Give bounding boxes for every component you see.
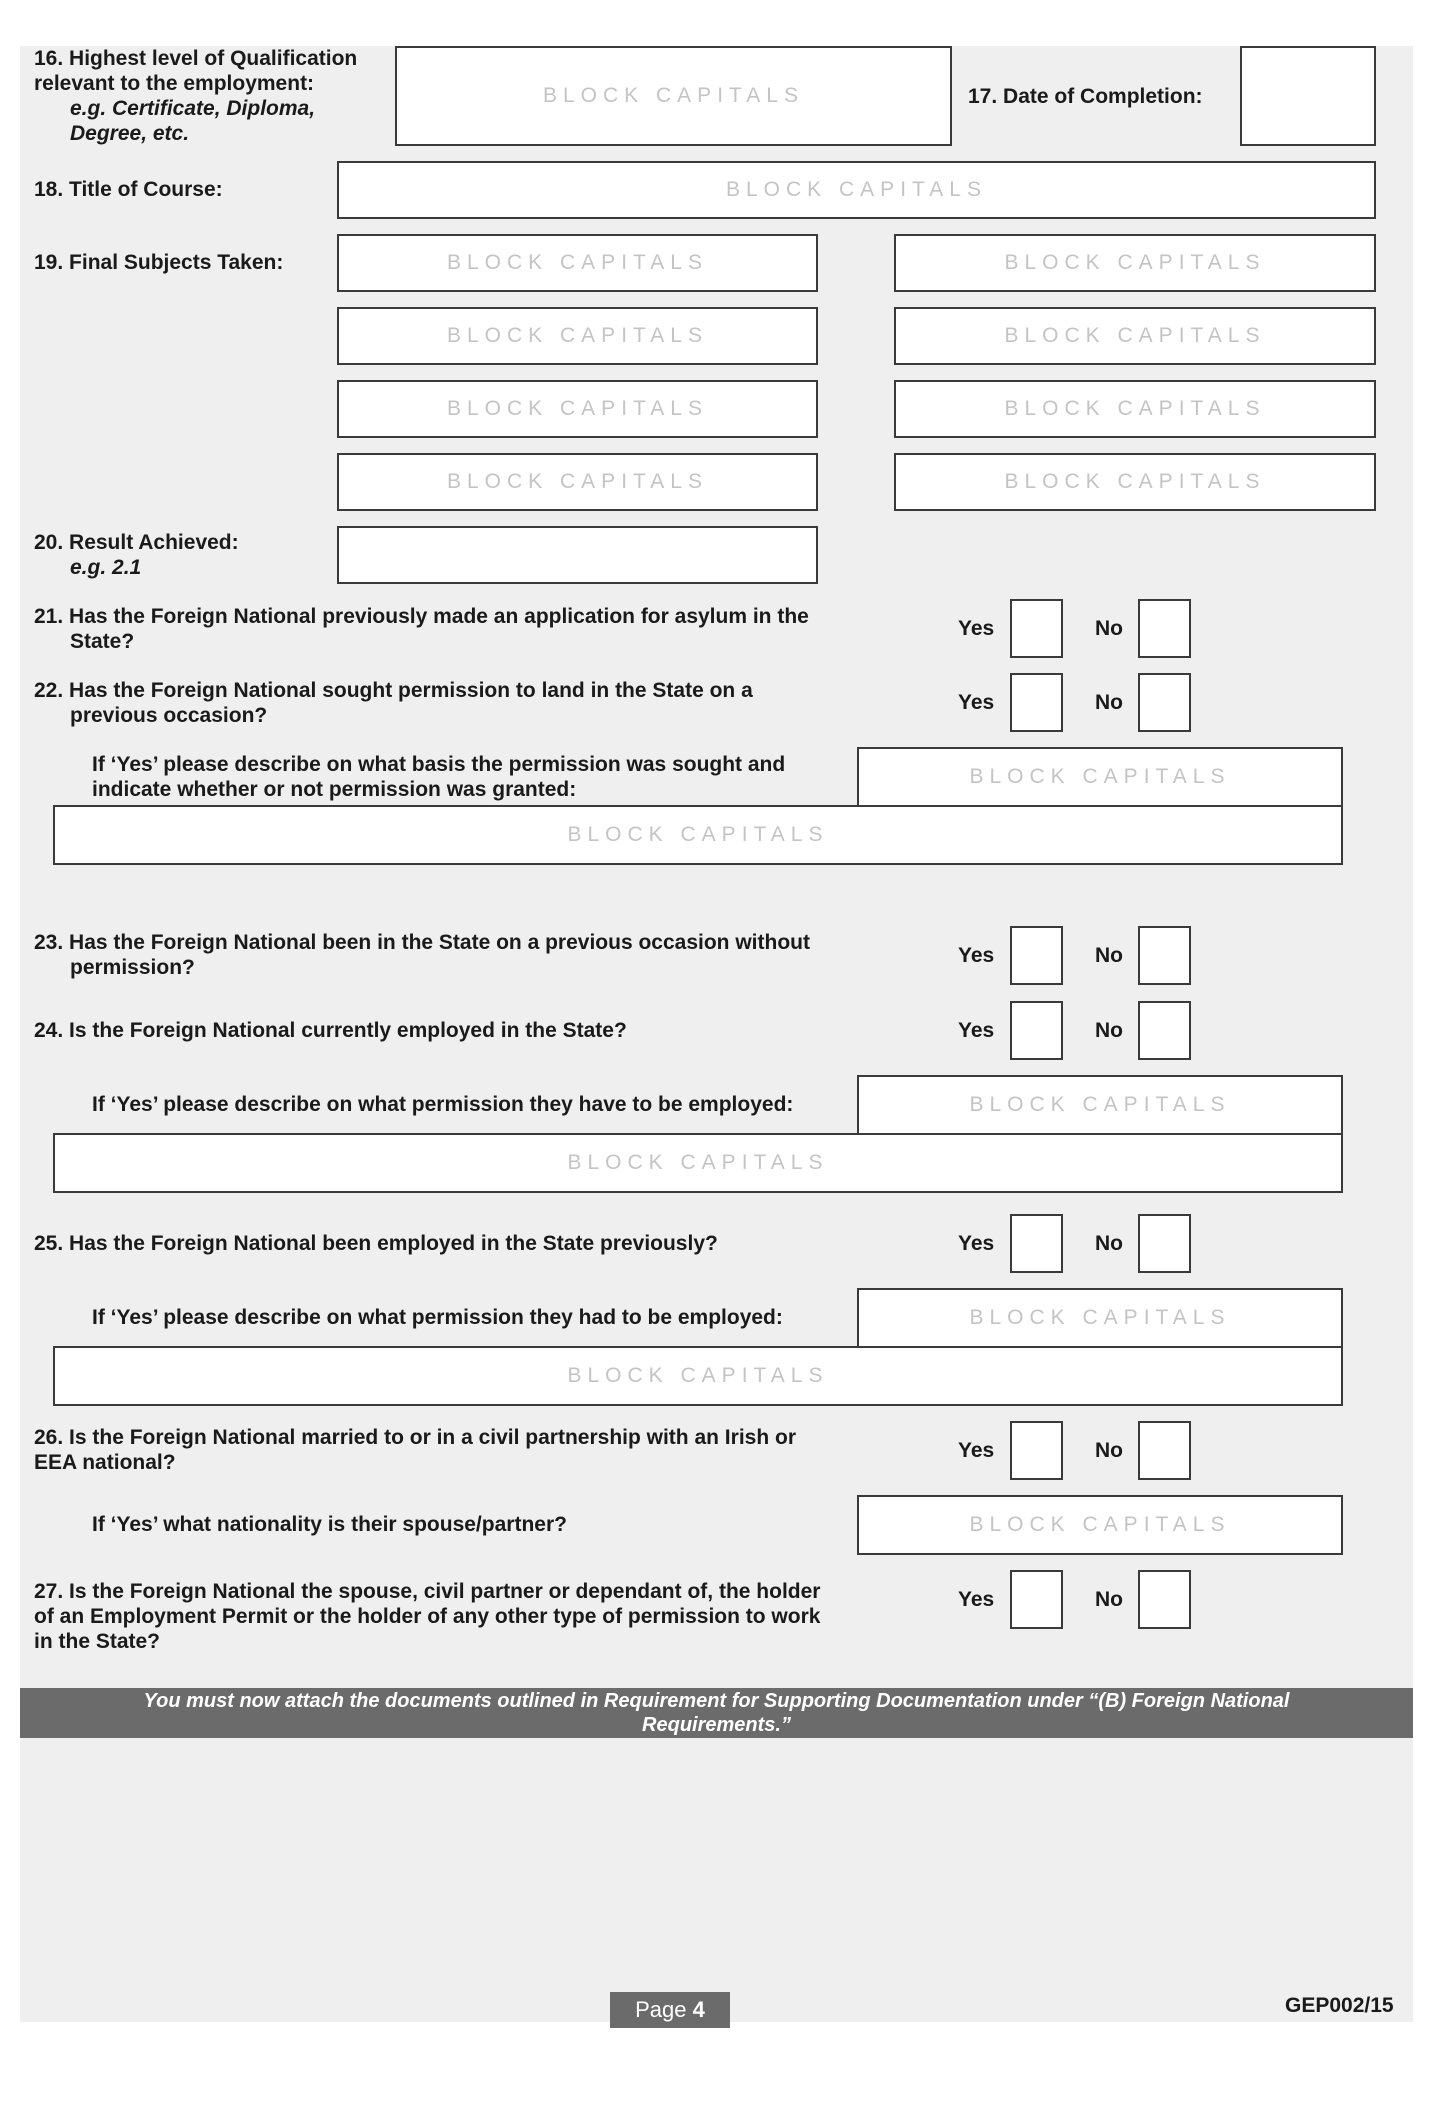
q26-no-label: No — [1095, 1439, 1123, 1462]
q22-yes-checkbox[interactable] — [1010, 673, 1063, 732]
q26-label-line2: EEA national? — [34, 1451, 176, 1474]
q25-yes-label: Yes — [958, 1232, 995, 1255]
q21-yes-checkbox[interactable] — [1010, 599, 1063, 658]
q27-no-label: No — [1095, 1588, 1123, 1611]
page-label: Page — [635, 1997, 687, 2022]
q24-no-checkbox[interactable] — [1138, 1001, 1191, 1060]
subject-input-5[interactable]: BLOCK CAPITALS — [337, 380, 818, 438]
q27-label-line3: in the State? — [34, 1630, 161, 1653]
result-achieved-input[interactable] — [337, 526, 818, 584]
q27-yes-checkbox[interactable] — [1010, 1570, 1063, 1629]
q23-yes-label: Yes — [958, 944, 995, 967]
q16-example-line2: Degree, etc. — [70, 122, 190, 145]
subject-input-3[interactable]: BLOCK CAPITALS — [337, 307, 818, 365]
q21-no-checkbox[interactable] — [1138, 599, 1191, 658]
q21-yes-label: Yes — [958, 617, 995, 640]
attach-documents-banner — [20, 1688, 1413, 1738]
subject-input-4[interactable]: BLOCK CAPITALS — [894, 307, 1376, 365]
q26-yes-checkbox[interactable] — [1010, 1421, 1063, 1480]
q24-yes-label: Yes — [958, 1019, 995, 1042]
q26-yes-label: Yes — [958, 1439, 995, 1462]
q27-label-line1: 27. Is the Foreign National the spouse, civil partner or dependant of, the holder — [34, 1580, 821, 1603]
q25-no-label: No — [1095, 1232, 1123, 1255]
q22-basis-input-line2[interactable]: BLOCK CAPITALS — [53, 805, 1343, 865]
subject-input-7[interactable]: BLOCK CAPITALS — [337, 453, 818, 511]
q23-no-checkbox[interactable] — [1138, 926, 1191, 985]
subject-input-2[interactable]: BLOCK CAPITALS — [894, 234, 1376, 292]
subject-input-8[interactable]: BLOCK CAPITALS — [894, 453, 1376, 511]
q26-followup: If ‘Yes’ what nationality is their spouse/partner? — [92, 1513, 567, 1536]
q16-label-line2: relevant to the employment: — [34, 72, 315, 95]
q25-yes-checkbox[interactable] — [1010, 1214, 1063, 1273]
q24-permission-input-line2[interactable]: BLOCK CAPITALS — [53, 1133, 1343, 1193]
q26-label-line1: 26. Is the Foreign National married to or in a civil partnership with an Irish or — [34, 1426, 796, 1449]
qualification-input[interactable]: BLOCK CAPITALS — [395, 46, 952, 146]
q23-yes-checkbox[interactable] — [1010, 926, 1063, 985]
banner-line2: Requirements.” — [642, 1714, 791, 1736]
course-title-input[interactable]: BLOCK CAPITALS — [337, 161, 1376, 219]
q27-label-line2: of an Employment Permit or the holder of any other type of permission to work — [34, 1605, 821, 1628]
q17-label: 17. Date of Completion: — [968, 85, 1203, 108]
date-of-completion-input[interactable] — [1240, 46, 1376, 146]
q24-label: 24. Is the Foreign National currently employed in the State? — [34, 1019, 627, 1042]
q21-no-label: No — [1095, 617, 1123, 640]
q22-followup-line1: If ‘Yes’ please describe on what basis the permission was sought and — [92, 753, 786, 776]
banner-line1: You must now attach the documents outlined in Requirement for Supporting Documentation under “(B) Foreign National — [143, 1690, 1290, 1712]
q22-followup-line2: indicate whether or not permission was granted: — [92, 778, 577, 801]
q16-label-line1: 16. Highest level of Qualification — [34, 47, 358, 70]
q25-permission-input-line1[interactable]: BLOCK CAPITALS — [857, 1288, 1343, 1348]
page-number: 4 — [692, 1997, 705, 2022]
subject-input-6[interactable]: BLOCK CAPITALS — [894, 380, 1376, 438]
q20-label: 20. Result Achieved: — [34, 531, 239, 554]
page-indicator — [610, 1992, 730, 2028]
q25-label: 25. Has the Foreign National been employed in the State previously? — [34, 1232, 718, 1255]
q23-no-label: No — [1095, 944, 1123, 967]
q19-label: 19. Final Subjects Taken: — [34, 251, 284, 274]
q25-permission-input-line2[interactable]: BLOCK CAPITALS — [53, 1346, 1343, 1406]
q22-no-label: No — [1095, 691, 1123, 714]
q20-example: e.g. 2.1 — [70, 556, 142, 579]
q24-no-label: No — [1095, 1019, 1123, 1042]
q18-label: 18. Title of Course: — [34, 178, 223, 201]
q27-no-checkbox[interactable] — [1138, 1570, 1191, 1629]
spouse-nationality-input[interactable]: BLOCK CAPITALS — [857, 1495, 1343, 1555]
q22-label-line1: 22. Has the Foreign National sought permission to land in the State on a — [34, 679, 753, 702]
q24-permission-input-line1[interactable]: BLOCK CAPITALS — [857, 1075, 1343, 1135]
subject-input-1[interactable]: BLOCK CAPITALS — [337, 234, 818, 292]
q21-label-line2: State? — [70, 630, 135, 653]
q26-no-checkbox[interactable] — [1138, 1421, 1191, 1480]
q24-yes-checkbox[interactable] — [1010, 1001, 1063, 1060]
q25-no-checkbox[interactable] — [1138, 1214, 1191, 1273]
q22-label-line2: previous occasion? — [70, 704, 268, 727]
q22-basis-input-line1[interactable]: BLOCK CAPITALS — [857, 747, 1343, 807]
q22-no-checkbox[interactable] — [1138, 673, 1191, 732]
q16-example-line1: e.g. Certificate, Diploma, — [70, 97, 316, 120]
q22-yes-label: Yes — [958, 691, 995, 714]
q21-label-line1: 21. Has the Foreign National previously made an application for asylum in the — [34, 605, 809, 628]
q25-followup: If ‘Yes’ please describe on what permission they had to be employed: — [92, 1306, 783, 1329]
form-code: GEP002/15 — [1285, 1994, 1394, 2017]
q27-yes-label: Yes — [958, 1588, 995, 1611]
q23-label-line2: permission? — [70, 956, 195, 979]
q23-label-line1: 23. Has the Foreign National been in the State on a previous occasion without — [34, 931, 810, 954]
q24-followup: If ‘Yes’ please describe on what permission they have to be employed: — [92, 1093, 794, 1116]
